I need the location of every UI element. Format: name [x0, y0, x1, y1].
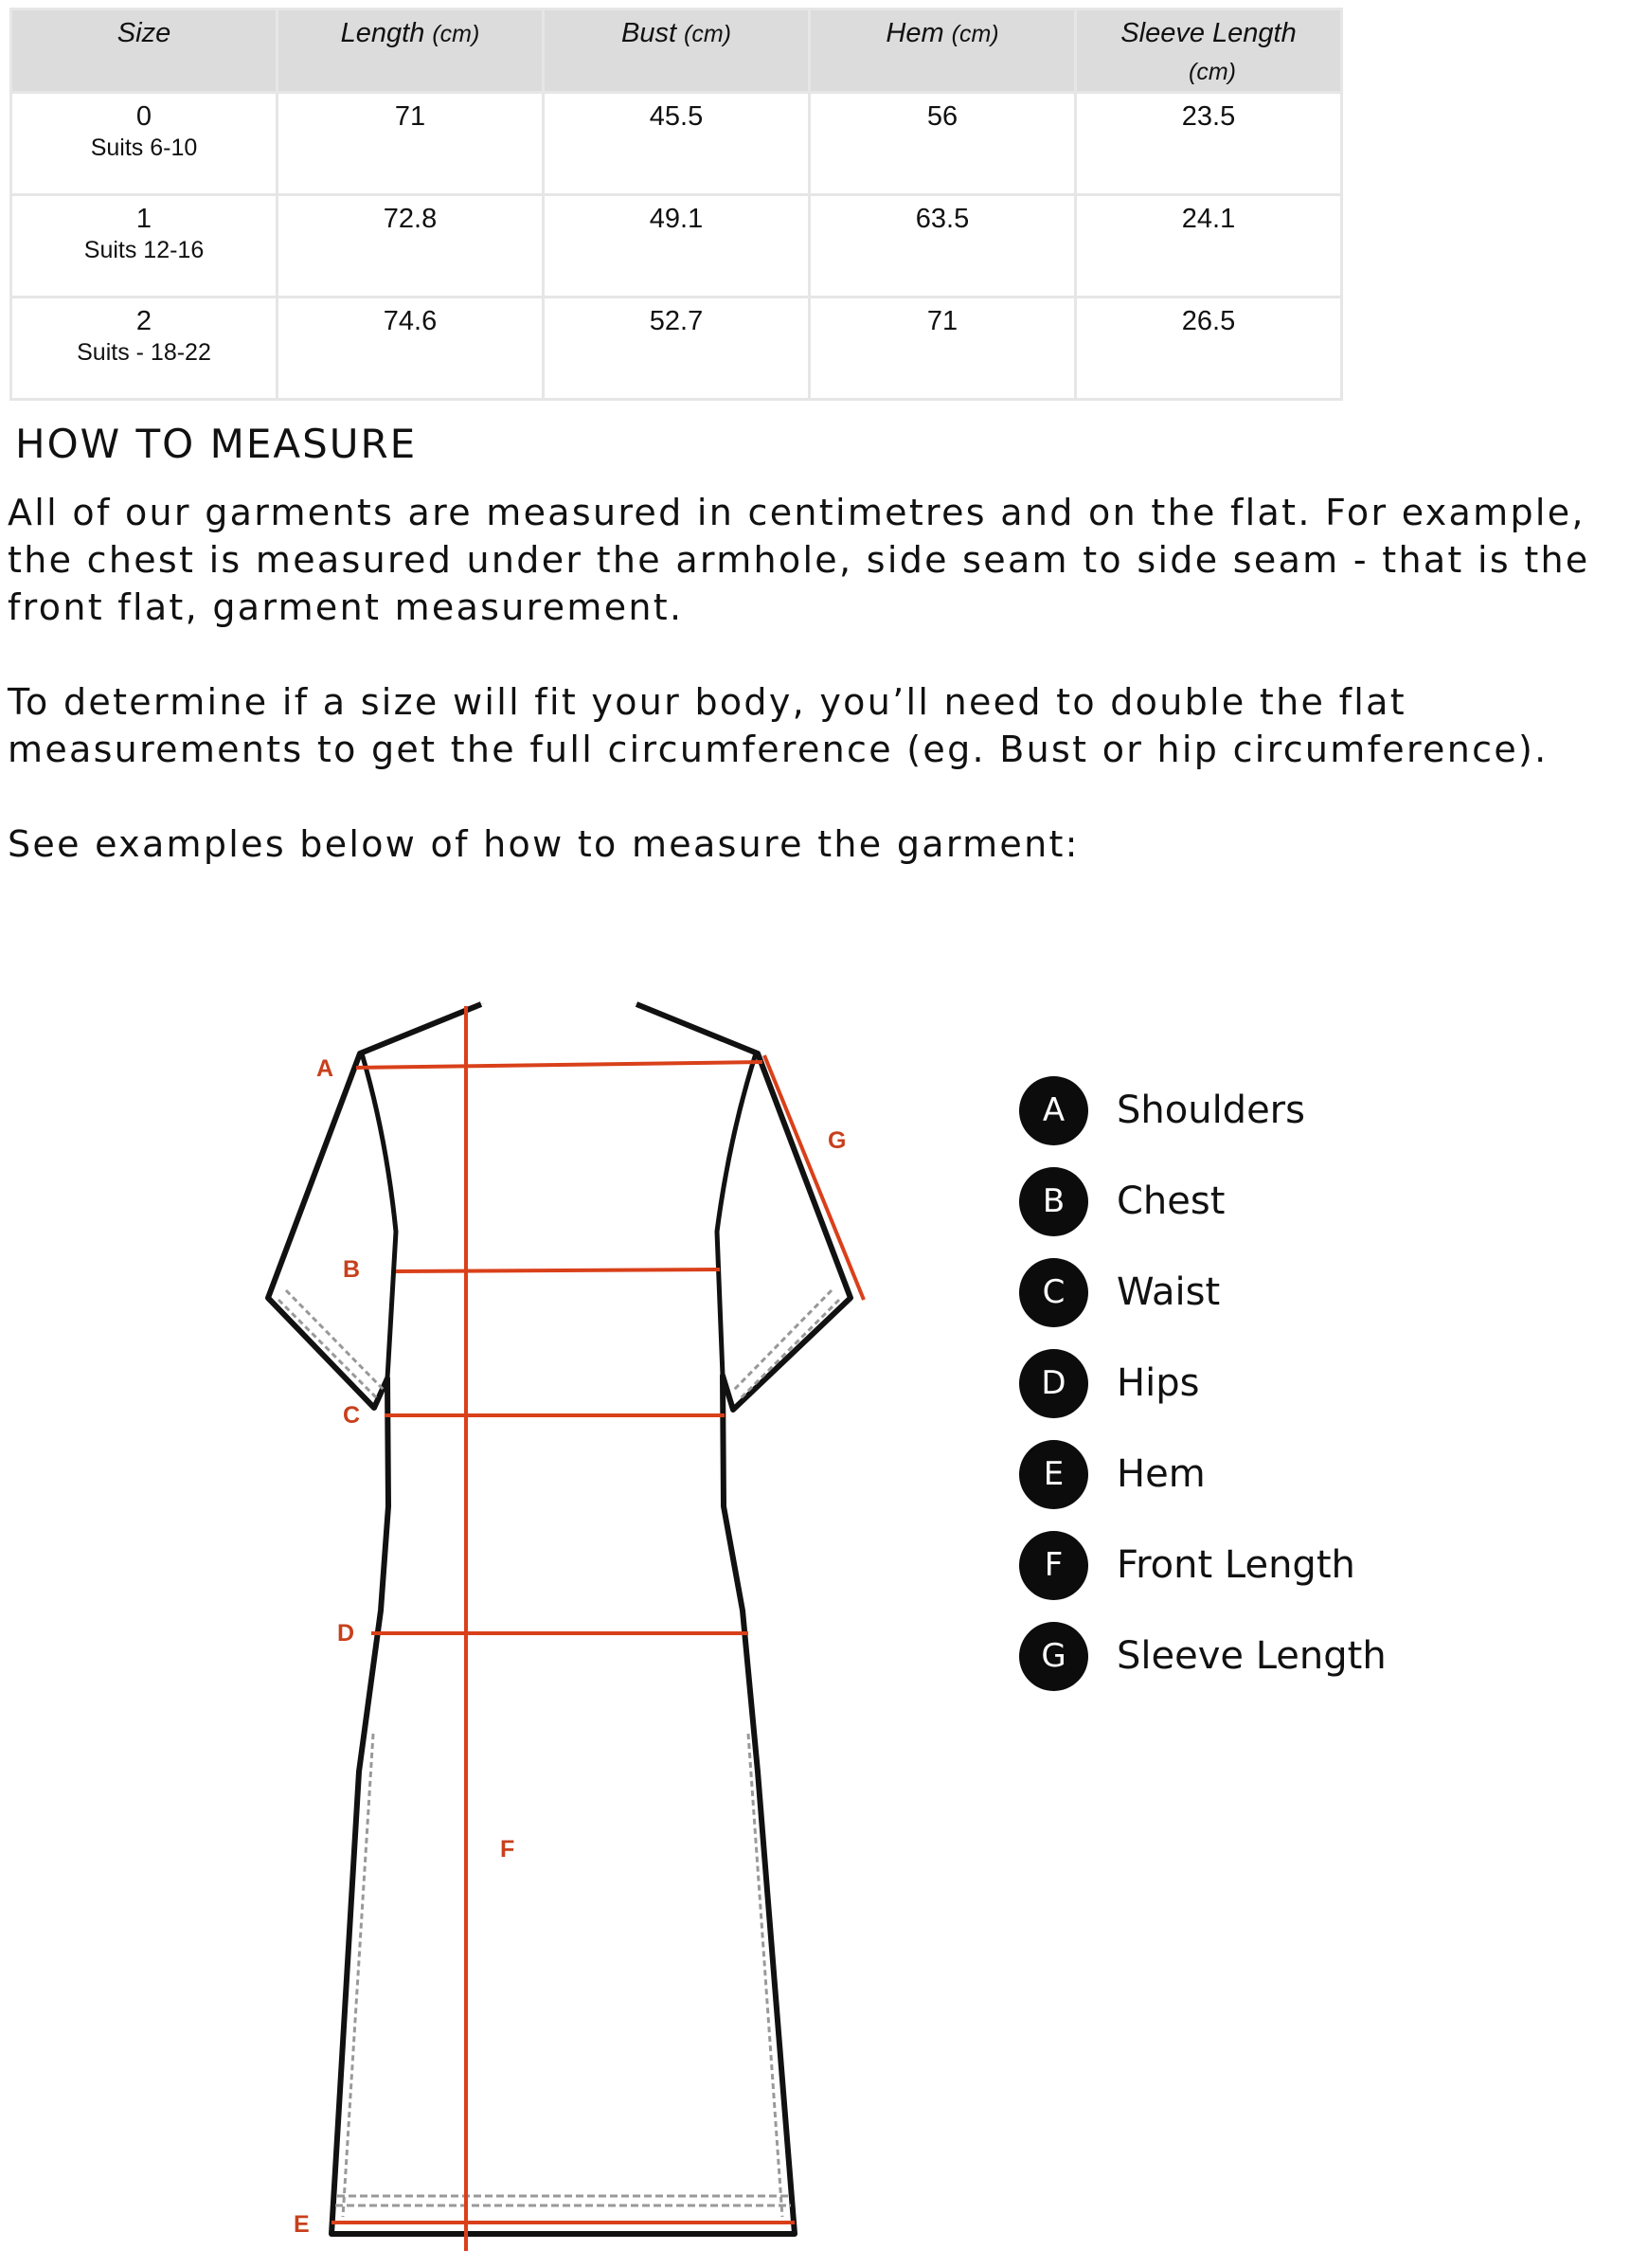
legend-item-waist	[1019, 1247, 1387, 1338]
measure-paragraph-examples: See examples below of how to measure the garment:	[8, 823, 1080, 865]
length-cell: 72.8	[278, 195, 544, 297]
col-header-bust: Bust (cm)	[544, 9, 810, 93]
measurement-legend	[1019, 1065, 1387, 1701]
sleeve-cell: 23.5	[1076, 93, 1342, 195]
hem-cell: 56	[810, 93, 1076, 195]
legend-item-chest	[1019, 1156, 1387, 1247]
legend-badge: A	[1019, 1076, 1088, 1145]
hem-cell: 63.5	[810, 195, 1076, 297]
legend-badge: E	[1019, 1440, 1088, 1509]
bust-cell: 45.5	[544, 93, 810, 195]
table-row	[11, 93, 1342, 195]
measure-paragraph-flat: All of our garments are measured in centimetres and on the flat. For example, the chest is measured under the armhole, side seam to side seam - that is the front flat, garment measurement.	[8, 492, 1590, 628]
diagram-label-a: A	[316, 1055, 334, 1082]
sleeve-cell: 26.5	[1076, 297, 1342, 400]
measure-paragraph-double: To determine if a size will fit your body, you’ll need to double the flat measurements to get the full circumference (eg. Bust or hip circumference).	[8, 681, 1549, 770]
table-row	[11, 297, 1342, 400]
table-row	[11, 195, 1342, 297]
diagram-label-e: E	[294, 2211, 310, 2238]
table-header-row	[11, 9, 1342, 93]
hem-cell: 71	[810, 297, 1076, 400]
sleeve-cell: 24.1	[1076, 195, 1342, 297]
col-header-length: Length (cm)	[278, 9, 544, 93]
legend-item-sleeve-length	[1019, 1611, 1387, 1701]
diagram-label-b: B	[343, 1256, 361, 1283]
diagram-label-c: C	[343, 1402, 361, 1429]
bust-cell: 52.7	[544, 297, 810, 400]
legend-badge: F	[1019, 1531, 1088, 1600]
length-cell: 71	[278, 93, 544, 195]
suits-range: Suits 6-10	[90, 135, 198, 161]
dress-outline	[268, 1004, 851, 2234]
legend-badge: C	[1019, 1258, 1088, 1327]
suits-range: Suits 12-16	[83, 237, 205, 263]
col-header-hem: Hem (cm)	[810, 9, 1076, 93]
size-cell: 1 Suits 12-16	[11, 195, 278, 297]
diagram-label-g: G	[828, 1127, 847, 1154]
legend-item-shoulders	[1019, 1065, 1387, 1156]
legend-item-front-length	[1019, 1520, 1387, 1611]
legend-item-hem	[1019, 1429, 1387, 1520]
legend-label: Chest	[1117, 1179, 1226, 1223]
legend-badge: G	[1019, 1622, 1088, 1691]
size-cell: 0 Suits 6-10	[11, 93, 278, 195]
legend-badge: B	[1019, 1167, 1088, 1236]
legend-label: Waist	[1117, 1270, 1221, 1314]
legend-badge: D	[1019, 1349, 1088, 1418]
legend-label: Shoulders	[1117, 1089, 1305, 1132]
legend-label: Sleeve Length	[1117, 1634, 1387, 1678]
legend-label: Hem	[1117, 1452, 1206, 1496]
legend-item-hips	[1019, 1338, 1387, 1429]
size-chart-table	[9, 8, 1343, 401]
how-to-measure-heading: HOW TO MEASURE	[15, 421, 418, 467]
diagram-label-f: F	[500, 1836, 515, 1863]
legend-label: Hips	[1117, 1361, 1200, 1405]
length-cell: 74.6	[278, 297, 544, 400]
col-header-size: Size	[11, 9, 278, 93]
measure-line-chest	[396, 1269, 720, 1271]
garment-measurement-diagram	[0, 947, 1004, 2268]
size-cell: 2 Suits - 18-22	[11, 297, 278, 400]
col-header-sleeve-length: Sleeve Length (cm)	[1076, 9, 1342, 93]
diagram-label-d: D	[337, 1620, 355, 1647]
suits-range: Suits - 18-22	[77, 339, 211, 366]
bust-cell: 49.1	[544, 195, 810, 297]
legend-label: Front Length	[1117, 1543, 1355, 1587]
